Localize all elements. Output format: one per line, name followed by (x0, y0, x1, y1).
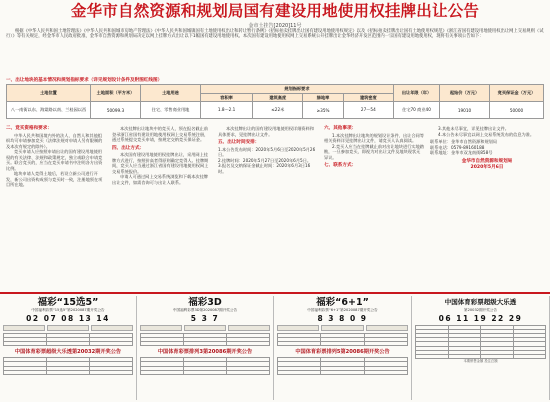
section-divider (0, 292, 550, 294)
issue-number: 金市土挂告[2020]11号 (248, 23, 302, 29)
paragraph: 1.本次挂牌出让地块的规划设计条件、出让合同等相关资料详见挂牌出让文件，请竞买人认真阅读。 (324, 132, 424, 143)
lottery-name: 福彩“6+1” (316, 297, 369, 308)
lottery-name: 福彩“15选5” (37, 297, 99, 308)
prize-bars (3, 325, 133, 331)
prize-table (3, 333, 133, 347)
lottery-numbers: 06 11 19 22 29 (438, 313, 523, 323)
section-title-other: 六、其他事项： (324, 126, 357, 131)
prize-table (140, 333, 270, 347)
prize-table (415, 325, 546, 360)
prize-bars (277, 325, 408, 331)
paragraph: 2.竞买人应当在挂牌截止前对出让地块进行实地踏勘，一旦参加竞买，即视为对出让文件及地块现状无异议。 (324, 143, 424, 160)
prize-table (277, 333, 408, 347)
paragraph: 中华人民共和国境内外的法人、自然人和其他组织均可申请参加竞买（法律法规对申请人另有限制的及本次有规定的除外）。 (6, 132, 103, 149)
contact-line: 联系地址：金华市双龙南街858号 (430, 150, 493, 155)
section-title-schedule: 五、出让时间安排： (218, 140, 260, 145)
plots-header-years: 出让年限（年） (394, 85, 440, 102)
prize-table (277, 357, 408, 375)
plots-header-density: 建筑密度 (343, 94, 393, 102)
lottery-footer: 中国体育彩票排列5第20086期开奖公告 (295, 349, 390, 356)
lottery-panel-4 (412, 296, 550, 400)
section-title-method: 四、出让方式： (112, 145, 145, 151)
plots-header-planning: 规划指标要求 (201, 85, 394, 94)
lottery-meta: 中国福利彩票3D第2020087期开奖公告 (172, 308, 238, 312)
contact-line: 联系电话：0579-89160188 (430, 144, 485, 150)
plots-header-start-price: 起始价（万元） (440, 85, 490, 102)
paragraph: 本次国有建设用地使用权挂牌出让，采用网上挂牌方式进行，按照价高者得原则确定竞得人。挂牌期间，竞买人应当通过浙江省国有建设用地使用权网上交易系统报价。 (112, 152, 209, 174)
plots-header-usage: 土地用途 (141, 85, 201, 102)
paragraph: 申请人可通过网上交易系统浏览和下载本次挂牌出让文件，如需咨询可与出让人联系。 (112, 174, 208, 185)
lottery-name: 福彩3D (188, 297, 222, 308)
plots-header-green: 绿地率 (303, 94, 343, 102)
lottery-footer: 中国体育彩票排列3第20086期开奖公告 (157, 349, 253, 356)
plots-header-area: 土地面积（平方米） (91, 85, 141, 102)
lottery-meta: 第20032期开奖公告 (464, 308, 497, 312)
paragraph: 3.其他未尽事宜，详见挂牌出让文件。 (438, 126, 509, 131)
lottery-meta: 中国福利彩票“15选5”第2020087期开奖公告 (31, 308, 105, 312)
column-3 (218, 126, 318, 174)
section-title-eligibility: 二、竞买资格和要求： (6, 126, 52, 131)
plots-header-location: 土地位置 (7, 85, 91, 102)
lottery-numbers: 8 3 8 0 9 (317, 313, 368, 323)
lottery-numbers: 02 07 08 13 14 (26, 313, 110, 323)
contact-line: 联系单位：金华市自然资源和规划局 (430, 139, 498, 144)
column-4 (324, 126, 424, 170)
paragraph: 2.挂牌时间：2020年5月27日至2020年6月5日。 (218, 157, 312, 163)
paragraph: 3.报名及交纳保证金截止时间：2020年6月3日16时。 (218, 163, 311, 174)
section-title-contact: 七、联系方式： (324, 163, 357, 168)
prize-table (3, 357, 133, 375)
column-5 (430, 126, 544, 171)
plots-header-far: 容积率 (201, 94, 253, 102)
paragraph: 4.本公告未尽事宜以网上交易系统发布的信息为准。 (438, 131, 535, 137)
lottery-numbers: 5 3 7 (190, 313, 220, 323)
paragraph: 竞买申请人应按照申请出让的国有建设用地使用权的有关法律、法规和政策规定，独立或联合申请竞买。联合竞买的，应当在竞买申请书中注明各方出资比例。 (6, 149, 103, 171)
table-row: 八一南街以东、海棠路以南、兰桂园以西 50099.3 住宅、零售商业用地 1.8～2.1 ≤22米 ≥35% 27～54 住宅70 商业40 19010 50000 (7, 102, 544, 119)
section-title-plots: 一、出让地块的基本情况和规划指标要求（详见规划设计条件及附图红线图） (6, 78, 163, 83)
plots-table (6, 84, 544, 119)
lottery-footer: 本期销售金额 投注总额 (463, 359, 498, 364)
lottery-panel-3 (274, 296, 412, 400)
plots-header-height: 建筑高度 (253, 94, 303, 102)
signature-org: 金华市自然资源和规划局 (461, 158, 513, 164)
column-1 (6, 126, 106, 188)
paragraph: 1.本公告发布时间：2020年5月6日至2020年5月26日。 (218, 146, 316, 157)
prize-bars (140, 325, 270, 331)
paragraph: 本次挂牌出让的国有建设用地使用权详细资料和具体要求，见挂牌出让文件。 (218, 126, 314, 137)
lottery-meta: 中国福利彩票“6+1”第2020087期开奖公告 (307, 308, 378, 312)
lottery-name: 中国体育彩票超级大乐透 (444, 298, 517, 306)
lottery-panel-1 (0, 296, 137, 400)
column-2 (112, 126, 212, 185)
paragraph: 本次挂牌出让地块中的竞买人，须在报名截止前登录浙江省国有建设用地使用权网上交易系统注册，通过系统提交竞买申请，按规定交纳竞买保证金。 (112, 126, 209, 142)
plots-header-deposit: 竞买保证金（万元） (490, 85, 544, 102)
signature-date: 2020年5月6日 (470, 164, 504, 170)
paragraph: 地块申请人竞得土地后，若设立新公司进行开发，新公司出资构成须与竞买时一致，注册地须在项目所在地。 (6, 171, 103, 187)
lottery-panel-2 (137, 296, 274, 400)
page-title: 金华市自然资源和规划局国有建设用地使用权挂牌出让公告 (70, 2, 480, 20)
lottery-footer: 中国体育彩票超级大乐透第20032期开奖公告 (14, 349, 122, 356)
preamble: 根据《中华人民共和国土地管理法》《中华人民共和国城市房地产管理法》《中华人民共和国城镇国有土地使用权出让和转让暂行条例》《招标拍卖挂牌出让国有建设用地使用权规定》以及《招标拍卖挂牌出让国有土地使用权规范》《浙江省国有建设用地使用权出让网上交易规则（试行）》等有关规定，经金华市人民政府批准，金华市自然资源和规划局决定以网上挂牌方式出让以下1幅国有建设用地使用权。本次国有建设用地使用权网上交易系统公开挂牌出让金华经济开发区范围内一宗国有建设用地使用权，现将有关事项公告如下： (6, 29, 544, 40)
prize-table (140, 357, 270, 375)
